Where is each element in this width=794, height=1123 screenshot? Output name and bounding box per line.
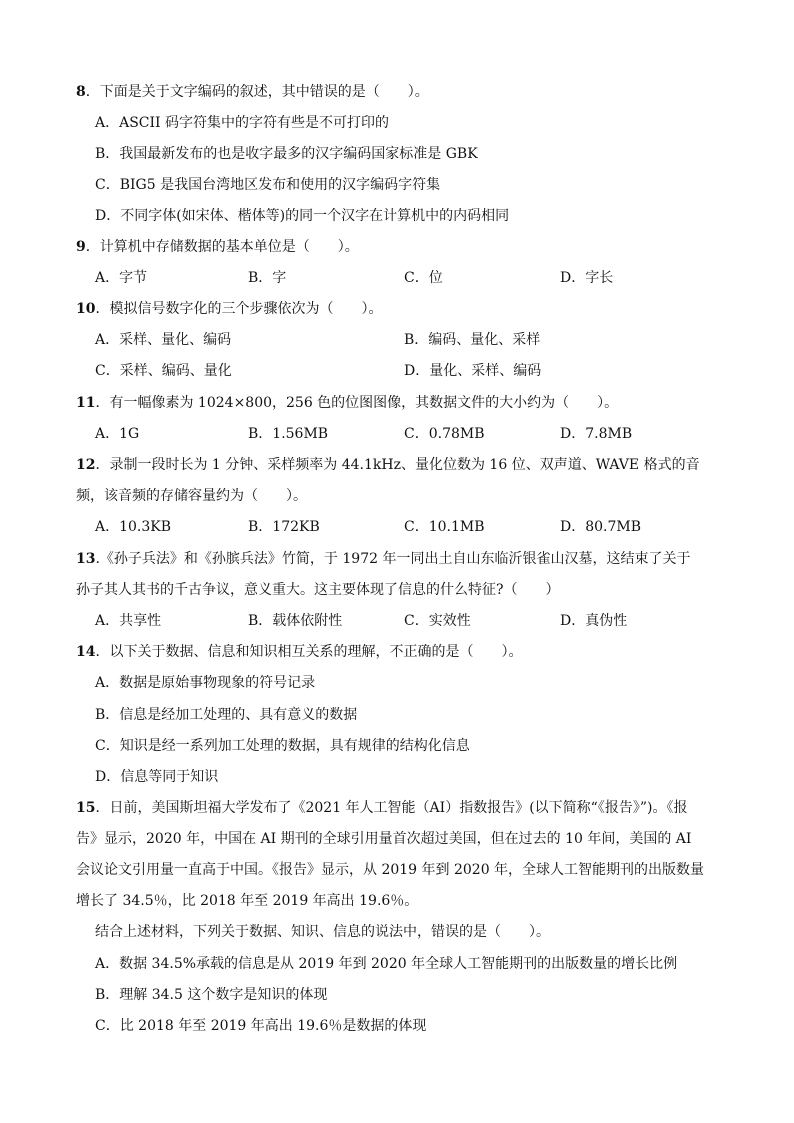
question-number: 11 bbox=[76, 395, 96, 411]
option-c: C．实效性 bbox=[404, 613, 471, 629]
question-text: ．计算机中存储数据的基本单位是（ ）。 bbox=[85, 239, 359, 255]
question-text: ．模拟信号数字化的三个步骤依次为（ ）。 bbox=[95, 301, 383, 317]
option-c: C．0.78MB bbox=[404, 426, 485, 442]
question-15-sub-stem: 结合上述材料，下列关于数据、知识、信息的说法中，错误的是（ ）。 bbox=[95, 924, 550, 940]
option-d: D．量化、采样、编码 bbox=[404, 363, 542, 379]
option-b: B．字 bbox=[248, 270, 287, 286]
question-13-stem-line1 bbox=[76, 549, 690, 569]
question-12-stem-line2: 频，该音频的存储容量约为（ ）。 bbox=[76, 488, 307, 504]
question-8-option-d: D．不同字体(如宋体、楷体等)的同一个汉字在计算机中的内码相同 bbox=[95, 208, 510, 224]
question-number: 15 bbox=[76, 800, 96, 816]
option-a: A．共享性 bbox=[95, 613, 162, 629]
question-text: .《孙子兵法》和《孙膑兵法》竹简，于 1972 年一同出土自山东临沂银雀山汉墓，这结束了关于 bbox=[95, 551, 691, 567]
question-8-option-b: B．我国最新发布的也是收字最多的汉字编码国家标准是 GBK bbox=[95, 146, 478, 162]
question-number: 14 bbox=[76, 644, 96, 660]
question-14-option-d: D．信息等同于知识 bbox=[95, 769, 219, 785]
option-a: A．采样、量化、编码 bbox=[95, 332, 232, 348]
option-b: B．载体依附性 bbox=[248, 613, 343, 629]
question-15-stem-line4: 增长了 34.5％，比 2018 年至 2019 年高出 19.6％。 bbox=[76, 893, 419, 909]
option-c: C．采样、编码、量化 bbox=[95, 363, 232, 379]
option-b: B．1.56MB bbox=[248, 426, 329, 442]
option-c: C．10.1MB bbox=[404, 519, 485, 535]
question-15-option-a: A．数据 34.5%承载的信息是从 2019 年到 2020 年全球人工智能期刊的出版数量的增长比例 bbox=[95, 956, 678, 972]
question-14-option-a: A．数据是原始事物现象的符号记录 bbox=[95, 675, 316, 691]
question-15-option-c: C．比 2018 年至 2019 年高出 19.6％是数据的体现 bbox=[95, 1018, 427, 1034]
question-12-stem-line1 bbox=[76, 455, 700, 475]
question-13-stem-line2: 孙子其人其书的千古争议，意义重大。这主要体现了信息的什么特征?（ ） bbox=[76, 582, 560, 598]
option-b: B．编码、量化、采样 bbox=[404, 332, 541, 348]
option-a: A．10.3KB bbox=[95, 519, 172, 535]
question-14-option-b: B．信息是经加工处理的、具有意义的数据 bbox=[95, 707, 358, 723]
option-d: D．真伪性 bbox=[560, 613, 628, 629]
question-number: 13 bbox=[76, 551, 96, 567]
question-number: 9 bbox=[76, 239, 86, 255]
question-15-stem-line2: 告》显示，2020 年，中国在 AI 期刊的全球引用量首次超过美国，但在过去的 10 年间，美国的 AI bbox=[76, 831, 692, 847]
question-15-stem-line3: 会议论文引用量一直高于中国。《报告》显示，从 2019 年到 2020 年，全球人工智能期刊的出版数量 bbox=[76, 862, 705, 878]
question-number: 12 bbox=[76, 457, 96, 473]
question-11-stem bbox=[76, 393, 618, 413]
option-a: A．字节 bbox=[95, 270, 148, 286]
option-d: D．80.7MB bbox=[560, 519, 642, 535]
question-number: 8 bbox=[76, 84, 86, 100]
option-a: A．1G bbox=[95, 426, 140, 442]
question-8-option-a: A．ASCII 码字符集中的字符有些是不可打印的 bbox=[95, 115, 390, 131]
question-8-stem bbox=[76, 82, 429, 102]
question-9-stem bbox=[76, 237, 359, 257]
question-8-option-c: C．BIG5 是我国台湾地区发布和使用的汉字编码字符集 bbox=[95, 177, 441, 193]
question-14-option-c: C．知识是经一系列加工处理的数据，具有规律的结构化信息 bbox=[95, 738, 470, 754]
question-14-stem bbox=[76, 642, 522, 662]
question-15-option-b: B．理解 34.5 这个数字是知识的体现 bbox=[95, 987, 328, 1003]
question-text: ．日前，美国斯坦福大学发布了《2021 年人工智能（AI）指数报告》(以下简称“《报告》”)。《报 bbox=[95, 800, 688, 816]
question-number: 10 bbox=[76, 301, 96, 317]
option-b: B．172KB bbox=[248, 519, 320, 535]
option-c: C．位 bbox=[404, 270, 443, 286]
question-text: ．下面是关于文字编码的叙述，其中错误的是（ ）。 bbox=[85, 84, 429, 100]
question-10-stem bbox=[76, 299, 382, 319]
question-text: ．有一幅像素为 1024×800，256 色的位图图像，其数据文件的大小约为（ ）。 bbox=[95, 395, 619, 411]
option-d: D．7.8MB bbox=[560, 426, 633, 442]
question-text: ．以下关于数据、信息和知识相互关系的理解，不正确的是（ ）。 bbox=[95, 644, 523, 660]
question-text: ．录制一段时长为 1 分钟、采样频率为 44.1kHz、量化位数为 16 位、双声道、WAVE 格式的音 bbox=[95, 457, 700, 473]
question-15-stem-line1 bbox=[76, 798, 687, 818]
option-d: D．字长 bbox=[560, 270, 614, 286]
